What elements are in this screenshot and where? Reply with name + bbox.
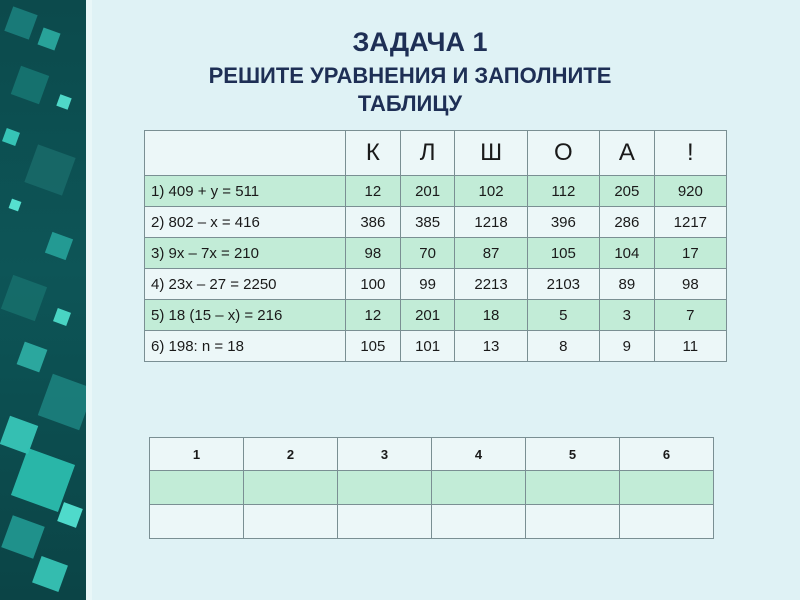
answer-option-cell: 105 bbox=[527, 238, 599, 269]
table-row bbox=[145, 300, 727, 331]
answer-option-cell: 12 bbox=[346, 300, 401, 331]
answer-option-cell: 2103 bbox=[527, 269, 599, 300]
task-title: ЗАДАЧА 1 bbox=[352, 27, 488, 57]
header-cell: Ш bbox=[455, 131, 527, 176]
answer-option-cell: 5 bbox=[527, 300, 599, 331]
answer-blank-cell bbox=[338, 471, 432, 505]
decor-square bbox=[53, 308, 71, 326]
sidebar-divider bbox=[86, 0, 92, 600]
table-row bbox=[145, 238, 727, 269]
decor-square bbox=[56, 94, 71, 109]
decor-square bbox=[24, 144, 75, 195]
decor-square bbox=[1, 515, 45, 559]
answer-option-cell: 1217 bbox=[654, 207, 726, 238]
answer-option-cell: 201 bbox=[400, 300, 455, 331]
decor-square bbox=[37, 27, 60, 50]
answer-option-cell: 385 bbox=[400, 207, 455, 238]
answer-number-cell: 4 bbox=[432, 438, 526, 471]
answer-option-cell: 286 bbox=[599, 207, 654, 238]
decor-square bbox=[9, 199, 22, 212]
answer-option-cell: 70 bbox=[400, 238, 455, 269]
decor-square bbox=[11, 66, 49, 104]
answer-option-cell: 105 bbox=[346, 331, 401, 362]
answer-number-cell: 3 bbox=[338, 438, 432, 471]
header-cell bbox=[145, 131, 346, 176]
header-cell: К bbox=[346, 131, 401, 176]
equations-table bbox=[144, 130, 727, 362]
equation-cell: 4) 23x – 27 = 2250 bbox=[145, 269, 346, 300]
decor-square bbox=[2, 128, 20, 146]
table-row bbox=[145, 176, 727, 207]
answer-option-cell: 13 bbox=[455, 331, 527, 362]
answer-option-cell: 102 bbox=[455, 176, 527, 207]
answer-option-cell: 205 bbox=[599, 176, 654, 207]
answer-blank-cell bbox=[244, 505, 338, 539]
instruction-line-2: ТАБЛИЦУ bbox=[357, 91, 463, 116]
header-cell: Л bbox=[400, 131, 455, 176]
header-cell: А bbox=[599, 131, 654, 176]
answer-option-cell: 99 bbox=[400, 269, 455, 300]
equation-cell: 6) 198: n = 18 bbox=[145, 331, 346, 362]
answer-letter-row bbox=[150, 505, 714, 539]
answer-number-cell: 5 bbox=[526, 438, 620, 471]
answer-blank-cell bbox=[432, 505, 526, 539]
equation-cell: 5) 18 (15 – x) = 216 bbox=[145, 300, 346, 331]
answer-blank-cell bbox=[338, 505, 432, 539]
answer-option-cell: 920 bbox=[654, 176, 726, 207]
answer-option-cell: 1218 bbox=[455, 207, 527, 238]
answer-option-cell: 101 bbox=[400, 331, 455, 362]
answer-blank-cell bbox=[150, 471, 244, 505]
answer-number-cell: 6 bbox=[620, 438, 714, 471]
answer-blank-cell bbox=[620, 471, 714, 505]
answer-option-cell: 98 bbox=[654, 269, 726, 300]
answer-option-cell: 17 bbox=[654, 238, 726, 269]
answer-blank-cell bbox=[150, 505, 244, 539]
answer-option-cell: 9 bbox=[599, 331, 654, 362]
answer-number-cell: 1 bbox=[150, 438, 244, 471]
answer-option-cell: 112 bbox=[527, 176, 599, 207]
table-row bbox=[145, 269, 727, 300]
answer-option-cell: 89 bbox=[599, 269, 654, 300]
answer-option-cell: 18 bbox=[455, 300, 527, 331]
answer-table bbox=[149, 437, 714, 539]
table-row bbox=[145, 207, 727, 238]
answer-option-cell: 386 bbox=[346, 207, 401, 238]
answer-option-cell: 104 bbox=[599, 238, 654, 269]
equation-cell: 2) 802 – x = 416 bbox=[145, 207, 346, 238]
decor-square bbox=[32, 556, 68, 592]
header-cell: ! bbox=[654, 131, 726, 176]
answer-blank-cell bbox=[432, 471, 526, 505]
decor-square bbox=[4, 6, 37, 39]
decor-square bbox=[45, 232, 73, 260]
answer-option-cell: 8 bbox=[527, 331, 599, 362]
answer-option-cell: 12 bbox=[346, 176, 401, 207]
decor-square bbox=[57, 502, 83, 528]
answer-number-cell: 2 bbox=[244, 438, 338, 471]
answer-blank-cell bbox=[620, 505, 714, 539]
table-row bbox=[145, 331, 727, 362]
answer-option-cell: 100 bbox=[346, 269, 401, 300]
equation-cell: 3) 9x – 7x = 210 bbox=[145, 238, 346, 269]
answer-option-cell: 201 bbox=[400, 176, 455, 207]
decorative-sidebar bbox=[0, 0, 92, 600]
answer-blank-cell bbox=[526, 505, 620, 539]
equation-cell: 1) 409 + y = 511 bbox=[145, 176, 346, 207]
answer-blank-cell bbox=[526, 471, 620, 505]
decor-square bbox=[1, 275, 47, 321]
task-instruction bbox=[130, 62, 690, 118]
answer-option-cell: 396 bbox=[527, 207, 599, 238]
letters-header-row bbox=[145, 131, 727, 176]
answer-option-cell: 7 bbox=[654, 300, 726, 331]
instruction-line-1: РЕШИТЕ УРАВНЕНИЯ И ЗАПОЛНИТЕ bbox=[208, 63, 612, 88]
decor-square bbox=[38, 374, 92, 430]
decor-square bbox=[0, 416, 38, 454]
decor-square bbox=[17, 342, 48, 373]
header-cell: О bbox=[527, 131, 599, 176]
answer-blank-cell bbox=[244, 471, 338, 505]
answer-option-cell: 87 bbox=[455, 238, 527, 269]
answer-option-cell: 11 bbox=[654, 331, 726, 362]
answer-header-row bbox=[150, 438, 714, 471]
answer-option-cell: 2213 bbox=[455, 269, 527, 300]
answer-value-row bbox=[150, 471, 714, 505]
answer-option-cell: 3 bbox=[599, 300, 654, 331]
answer-option-cell: 98 bbox=[346, 238, 401, 269]
